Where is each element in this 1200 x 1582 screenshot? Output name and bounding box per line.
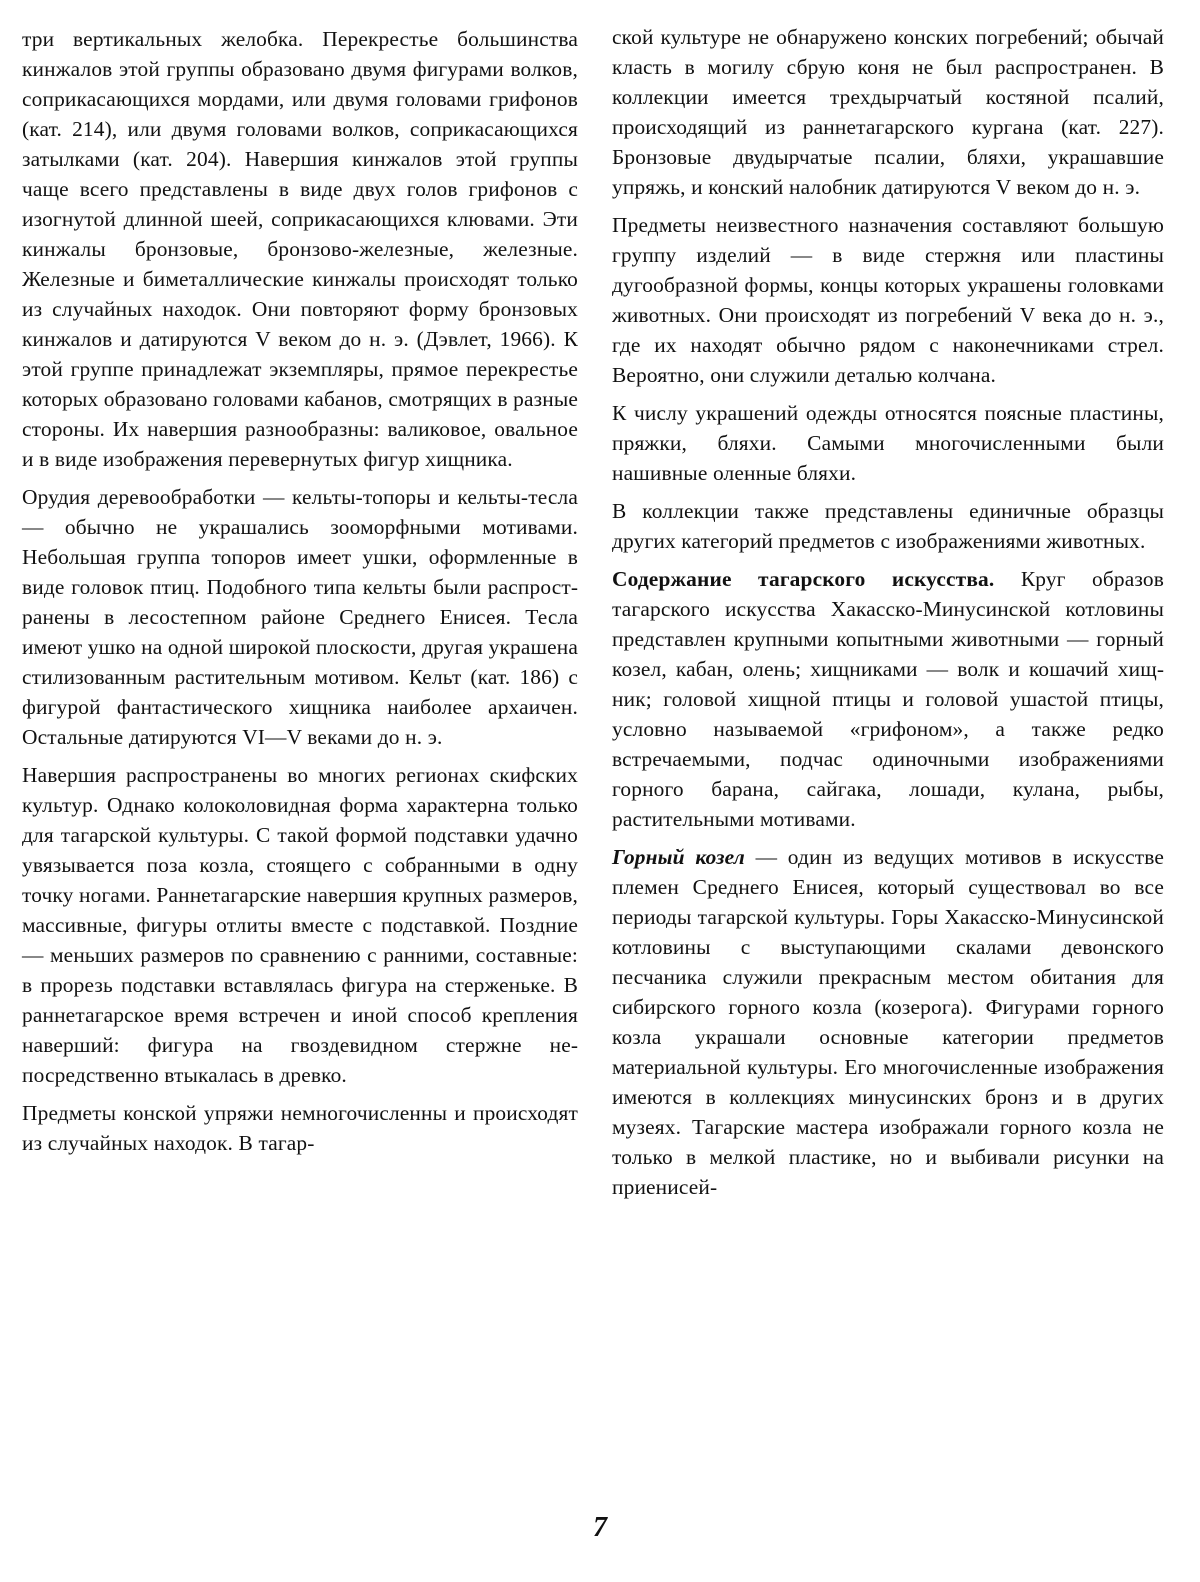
paragraph-horse-harness: Предметы конской упряжи немногочисленны и происходят из случайных находок. В тагар- [22, 1101, 578, 1155]
paragraph-clothing-ornaments: К числу украшений одежды относятся поясные пластины, пряжки, бляхи. Самыми многочисленными были нашивные оленные бляхи. [612, 401, 1164, 485]
paragraph-unknown-objects: Предметы неизвестного назначения составляют большую группу изделий — в виде стержня или пластины дугообразной формы, концы которых украшены головками животных. Они происходят из погребений V века до н. э., где их находят обычно рядом с наконечниками стрел. Вероятно, они служили деталью колчана. [612, 213, 1164, 387]
paragraph-art-content [612, 564, 1164, 834]
section-heading-art-content: Содержание тагарского искусства. [612, 567, 995, 591]
paragraph-finials: Навершия распространены во многих регионах скифских культур. Однако колоколовидная форма характерна только для тагарской культуры. С такой формой подставки удачно увязывается поза козла, стоящего с собранными в одну точку ногами. Раннетагарские навершия крупных размеров, массивные, фигуры отлиты вместе с подставкой. Поздние — меньших размеров по сравнению с ранними, составные: в прорезь подставки вставлялась фигура на стерженьке. В раннетагарское время встречен и иной способ крепления наверший: фигура на гвоздевидном стержне непосредственно втыкалась в древко. [22, 763, 578, 1087]
paragraph-harness-continued: ской культуре не обнаружено конских погребений; обычай класть в могилу сбрую коня не был распространен. В коллекции имеется трехдырчатый костяной псалий, происходящий из раннетагарского кургана (кат. 227). Бронзовые двудырчатые псалии, бляхи, украшавшие упряжь, и конский налобник датируются V веком до н. э. [612, 25, 1164, 199]
paragraph-mountain-goat [612, 842, 1164, 1202]
paragraph-mountain-goat-text: — один из ведущих мотивов в искусстве племен Среднего Енисея, который существовал во все периоды тагарской культуры. Горы Хакасско-Минусинской котловины с выступающими скалами девонского песчаника служили прекрасным местом обитания для сибирского горного козла (козерога). Фигурами горного козла украшали основные категории предметов материальной культуры. Его многочисленные изображения имеются в коллекциях минусинских бронз и в других музеях. Тагарские мастера изображали горного козла не только в мелкой пластике, но и выбивали рисунки на приенисей- [612, 845, 1164, 1199]
paragraph-other-categories: В коллекции также представлены единичные образцы других категорий предметов с изображениями животных. [612, 499, 1164, 553]
paragraph-art-content-text: Круг образов тагарского искусства Хакасско-Минусинской котловины представлен крупными копытными животными — горный козел, кабан, олень; хищниками — волк и кошачий хищник; головой хищной птицы и головой ушастой птицы, условно называемой «грифоном», а также редко встречаемыми, подчас одиночными изображениями горного барана, сайгака, лошади, кулана, рыбы, растительными мотивами. [612, 567, 1164, 831]
right-column [612, 22, 1164, 1210]
paragraph-woodworking-tools: Орудия деревообработки — кельты-топоры и кельты-тесла — обычно не украшались зооморфными мотивами. Небольшая группа топоров имеет ушки, оформленные в виде головок птиц. Подобного типа кельты были распространены в лесостепном районе Среднего Енисея. Тесла имеют ушко на одной широкой плоскости, другая украшена стилизованным растительным мотивом. Кельт (кат. 186) с фигурой фантастического хищника наиболее архаичен. Остальные датируются VI—V веками до н. э. [22, 485, 578, 749]
section-heading-mountain-goat: Горный козел [612, 845, 745, 869]
left-column [22, 24, 578, 1166]
paragraph-daggers: три вертикальных желобка. Перекрестье большинства кинжалов этой группы образовано двумя фигурами волков, соприкасающихся мордами, или двумя головами грифонов (кат. 214), или двумя головами волков, соприкасающихся затылками (кат. 204). Навершия кинжалов этой группы чаще всего представлены в виде двух голов грифонов с изогнутой длинной шеей, соприкасающихся клювами. Эти кинжалы бронзовые, бронзово-железные, железные. Железные и биметаллические кинжалы происходят только из случайных находок. Они повторяют форму бронзовых кинжалов и датируются V веком до н. э. (Дэвлет, 1966). К этой группе принадлежат экземпляры, прямое перекрестье которых образовано головами кабанов, смотрящих в разные стороны. Их навершия разнообразны: валиковое, овальное и в виде изображения перевернутых фигур хищника. [22, 27, 578, 471]
page-number: 7 [593, 1512, 607, 1543]
